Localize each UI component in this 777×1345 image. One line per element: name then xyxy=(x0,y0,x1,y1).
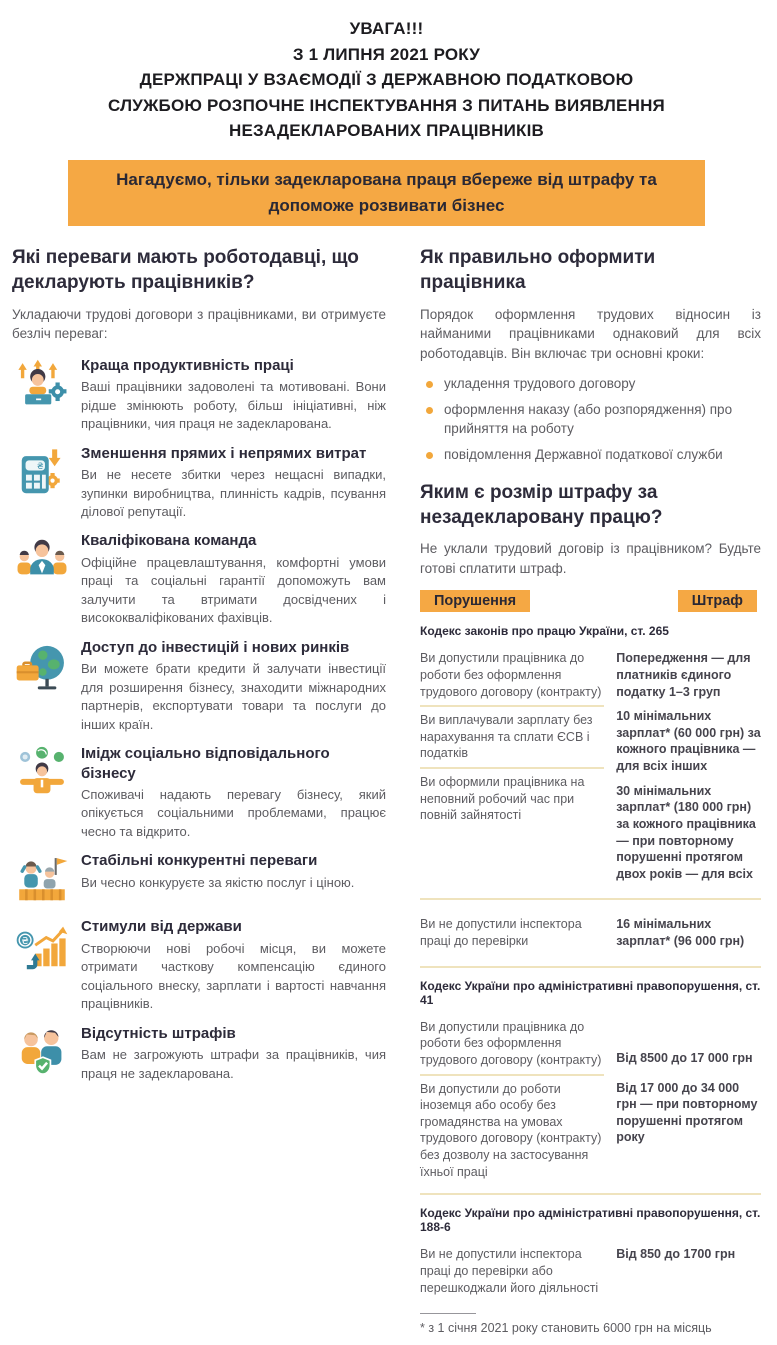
fines-table xyxy=(420,624,761,1301)
fines-intro: Не уклали трудовий договір із працівником? Будьте готові сплатити штраф. xyxy=(420,541,761,576)
fine-amount: 16 мінімальних зарплат* (96 000 грн) xyxy=(616,917,745,949)
law-reference: Кодекс законів про працю України, ст. 265 xyxy=(420,624,669,639)
benefit-title: Стимули від держави xyxy=(81,918,242,936)
fines-cell xyxy=(616,645,761,890)
fines-cell xyxy=(616,911,761,957)
title-line: НЕЗАДЕКЛАРОВАНИХ ПРАЦІВНИКІВ xyxy=(228,121,545,140)
svg-text:₴: ₴ xyxy=(37,460,44,471)
benefits-intro: Укладаючи трудові договори з працівниками, ви отримуєте безліч переваг: xyxy=(12,306,386,342)
benefit-title: Кваліфікована команда xyxy=(81,532,257,550)
violation-text: Ви допустили працівника до роботи без оформлення трудового договору (контракту) xyxy=(420,651,602,699)
benefit-item xyxy=(12,638,386,734)
violations-cell xyxy=(420,645,604,890)
row-divider xyxy=(420,966,761,968)
qualified-team-icon xyxy=(12,531,72,627)
fines-section xyxy=(420,1206,761,1301)
fine-amount: Попередження — для платників єдиного податку 1–3 груп xyxy=(616,651,751,699)
how-to-step: укладення трудового договору xyxy=(420,375,761,394)
benefit-text: Офіційне працевлаштування, комфортні умови праці та соціальні гарантії допоможуть вам залучити та втримати досвідчених і висококваліфікованих фахівців. xyxy=(81,554,386,626)
fines-column xyxy=(420,246,761,1335)
title-line: УВАГА!!! xyxy=(349,19,424,38)
cost-reduction-icon xyxy=(12,444,72,522)
fine-row xyxy=(420,1014,761,1186)
title-line: З 1 ЛИПНЯ 2021 РОКУ xyxy=(292,44,481,64)
fine-column-header: Штраф xyxy=(678,590,757,612)
benefits-column xyxy=(12,246,386,1093)
violations-cell xyxy=(420,911,604,957)
benefit-title: Краща продуктивність праці xyxy=(81,356,294,374)
footnote: * з 1 січня 2021 року становить 6000 грн на місяць xyxy=(420,1321,712,1336)
violations-cell xyxy=(420,1241,604,1301)
violations-cell xyxy=(420,1014,604,1186)
how-to-intro: Порядок оформлення трудових відносин із найманими працівниками однаковий для всіх роботодавців. Він включає три основні кроки: xyxy=(420,306,761,361)
benefit-item xyxy=(12,851,386,907)
content-columns xyxy=(12,246,761,1335)
violation-text: Ви не допустили інспектора праці до перевірки xyxy=(420,917,582,949)
state-incentives-icon xyxy=(12,917,72,1013)
benefits-heading: Які переваги мають роботодавці, що декларують працівників? xyxy=(12,247,359,293)
benefit-title: Відсутність штрафів xyxy=(81,1024,236,1042)
table-header xyxy=(420,590,761,612)
violation-text: Ви допустили працівника до роботи без оформлення трудового договору (контракту) xyxy=(420,1019,602,1067)
footnote-separator xyxy=(420,1313,476,1314)
fine-row xyxy=(420,911,761,957)
benefit-item xyxy=(12,531,386,627)
benefit-text: Вам не загрожують штрафи за працівників, чия праця не задекларована. xyxy=(81,1047,386,1081)
benefits-list xyxy=(12,356,386,1083)
productivity-icon xyxy=(12,356,72,434)
benefit-item xyxy=(12,444,386,522)
page-title xyxy=(12,16,761,144)
fines-cell xyxy=(616,1014,761,1186)
fines-section xyxy=(420,979,761,1196)
violation-column-header: Порушення xyxy=(420,590,530,612)
benefit-text: Створюючи нові робочі місця, ви можете отримати часткову компенсацію єдиного соціального внеску, зарплати і вартості навчання працівників. xyxy=(81,940,386,1012)
competitive-advantage-icon xyxy=(12,851,72,907)
how-to-heading: Як правильно оформити працівника xyxy=(420,247,656,293)
benefit-text: Ви можете брати кредити й залучати інвестиції для розширення бізнесу, знаходити міжнародних партнерів, експортувати товари та послуги до інших країн. xyxy=(81,661,386,732)
reminder-banner: Нагадуємо, тільки задекларована праця вбереже від штрафу та допоможе розвивати бізнес xyxy=(68,160,705,227)
law-reference: Кодекс України про адміністративні правопорушення, ст. 41 xyxy=(420,978,761,1007)
violation-text: Ви допустили до роботи іноземця або особу без громадянства на умовах трудового договору (контракту) без дозволу на застосування їхньої праці xyxy=(420,1074,604,1186)
how-to-step: повідомлення Державної податкової служби xyxy=(420,446,761,465)
benefit-item xyxy=(12,356,386,434)
benefit-item xyxy=(12,917,386,1013)
how-to-step: оформлення наказу (або розпорядження) про прийняття на роботу xyxy=(420,401,761,439)
fine-amount: 10 мінімальних зарплат* (60 000 грн) за кожного працівника — для всіх інших xyxy=(616,709,761,774)
benefit-text: Ваші працівники задоволені та мотивовані. Вони рідше змінюють роботу, більш ініціативні, ніж працівники, чия праця не задекларована. xyxy=(81,379,386,432)
fines-cell xyxy=(616,1241,761,1301)
investments-globe-icon xyxy=(12,638,72,734)
row-divider xyxy=(420,1193,761,1195)
social-responsibility-icon xyxy=(12,744,72,841)
fine-row xyxy=(420,1241,761,1301)
no-fines-shield-icon xyxy=(12,1024,72,1083)
violation-text: Ви виплачували зарплату без нарахування та сплати ЄСВ і податків xyxy=(420,705,604,767)
benefit-title: Доступ до інвестицій і нових ринків xyxy=(81,638,350,656)
benefit-title: Імідж соціально відповідального бізнесу xyxy=(81,745,330,782)
violation-text: Ви не допустили інспектора праці до перевірки або перешкоджали його діяльності xyxy=(420,1247,599,1295)
fine-amount: Від 850 до 1700 грн xyxy=(616,1247,736,1262)
violation-text: Ви оформили працівника на неповний робочий час при повній зайнятості xyxy=(420,767,604,829)
benefit-title: Зменшення прямих і непрямих витрат xyxy=(81,444,367,462)
svg-text:₴: ₴ xyxy=(21,936,29,948)
benefit-item xyxy=(12,1024,386,1083)
row-divider xyxy=(420,898,761,900)
law-reference: Кодекс України про адміністративні правопорушення, ст. 188-6 xyxy=(420,1206,761,1235)
benefit-text: Ви чесно конкуруєте за якістю послуг і ціною. xyxy=(81,874,355,890)
title-line: ДЕРЖПРАЦІ У ВЗАЄМОДІЇ З ДЕРЖАВНОЮ ПОДАТКОВОЮ xyxy=(139,70,634,89)
fine-amount: 30 мінімальних зарплат* (180 000 грн) за кожного працівника — при повторному порушенні протягом двох років — для всіх xyxy=(616,783,756,881)
how-to-steps xyxy=(420,375,761,465)
title-line: СЛУЖБОЮ РОЗПОЧНЕ ІНСПЕКТУВАННЯ З ПИТАНЬ ВИЯВЛЕННЯ xyxy=(108,95,665,115)
fines-heading: Яким є розмір штрафу за незадекларовану працю? xyxy=(420,481,663,528)
fine-row xyxy=(420,645,761,890)
fine-amount: Від 17 000 до 34 000 грн — при повторному порушенні протягом року xyxy=(616,1080,758,1145)
benefit-title: Стабільні конкурентні переваги xyxy=(81,852,318,870)
benefit-item xyxy=(12,744,386,841)
benefit-text: Споживачі надають перевагу бізнесу, який опікується соціальними проблемами, працює чесно та відкрито. xyxy=(81,787,386,839)
fines-section xyxy=(420,624,761,967)
benefit-text: Ви не несете збитки через нещасні випадки, зупинки виробництва, плинність кадрів, псування ділової репутації. xyxy=(81,467,386,519)
fine-amount: Від 8500 до 17 000 грн xyxy=(616,1050,753,1065)
